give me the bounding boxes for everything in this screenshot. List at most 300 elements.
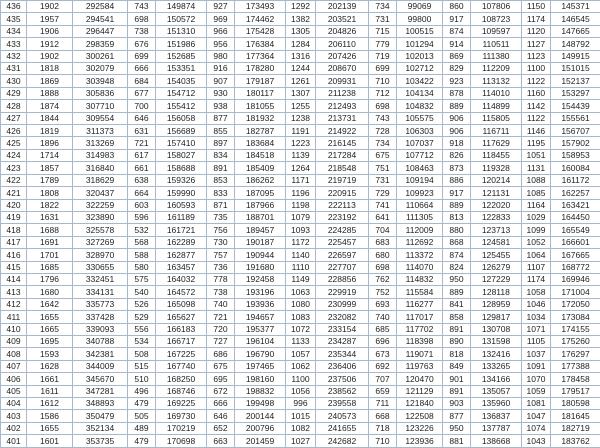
table-cell: 906 [443,112,471,124]
table-cell: 676 [128,38,156,50]
table-row [1,100,600,112]
table-cell: 334131 [73,286,128,298]
table-cell: 778 [207,273,235,285]
table-cell: 410 [1,323,27,335]
table-cell: 150572 [156,13,207,25]
table-cell: 901 [443,373,471,385]
table-cell: 710 [369,75,397,87]
table-cell: 182787 [235,125,286,137]
table-cell: 173084 [551,311,600,323]
table-cell: 196790 [235,348,286,360]
table-cell: 824 [443,261,471,273]
table-cell: 134166 [471,373,522,385]
table-cell: 153297 [551,87,600,99]
table-cell: 101294 [397,38,443,50]
table-cell: 1070 [522,373,551,385]
table-cell: 122508 [397,410,443,422]
table-cell: 596 [128,211,156,223]
table-cell: 575 [128,273,156,285]
table-cell: 352134 [73,422,128,434]
table-cell: 159326 [156,174,207,186]
table-cell: 112009 [397,224,443,236]
table-cell: 661 [128,162,156,174]
table-cell: 1284 [286,38,316,50]
table-cell: 128118 [471,286,522,298]
table-cell: 133265 [471,360,522,372]
table-cell: 1064 [522,249,551,261]
table-cell: 234287 [316,335,369,347]
table-cell: 225457 [316,236,369,248]
table-cell: 325578 [73,224,128,236]
table-cell: 177364 [235,50,286,62]
table-cell: 413 [1,286,27,298]
table-cell: 174462 [235,13,286,25]
table-row [1,87,600,99]
table-cell: 529 [128,311,156,323]
table-cell: 406 [1,373,27,385]
table-cell: 1146 [522,125,551,137]
table-cell: 227707 [316,261,369,273]
table-cell: 1150 [522,1,551,13]
table-cell: 239558 [316,398,369,410]
table-cell: 914 [443,38,471,50]
table-cell: 1080 [286,298,316,310]
table-cell: 187095 [235,187,286,199]
table-row [1,410,600,422]
table-cell: 1120 [522,25,551,37]
table-cell: 1172 [286,236,316,248]
table-cell: 167225 [156,348,207,360]
table-cell: 646 [207,410,235,422]
table-cell: 200144 [235,410,286,422]
table-cell: 897 [207,137,235,149]
table-cell: 1642 [27,298,73,310]
table-cell: 1305 [286,25,316,37]
table-row [1,174,600,186]
table-cell: 128959 [471,298,522,310]
table-cell: 157410 [156,137,207,149]
table-cell: 416 [1,249,27,261]
table-cell: 401 [1,435,27,448]
table-cell: 107806 [471,1,522,13]
table-row [1,360,600,372]
table-cell: 540 [128,286,156,298]
table-cell: 505 [128,410,156,422]
table-cell: 178280 [235,63,286,75]
table-cell: 307710 [73,100,128,112]
table-row [1,13,600,25]
table-cell: 123936 [397,435,443,448]
table-cell: 704 [369,224,397,236]
table-cell: 718 [369,422,397,434]
table-cell: 159990 [156,187,207,199]
table-row [1,125,600,137]
table-cell: 881 [443,435,471,448]
table-cell: 183762 [551,435,600,448]
table-row [1,149,600,161]
table-cell: 110511 [471,38,522,50]
table-cell: 135057 [471,385,522,397]
table-cell: 214922 [316,125,369,137]
table-cell: 849 [443,360,471,372]
table-cell: 198832 [235,385,286,397]
table-cell: 405 [1,385,27,397]
table-cell: 1107 [522,261,551,273]
table-cell: 871 [207,199,235,211]
table-cell: 337428 [73,311,128,323]
table-cell: 740 [207,298,235,310]
table-cell: 292584 [73,1,128,13]
table-cell: 700 [128,100,156,112]
table-cell: 339093 [73,323,128,335]
table-row [1,373,600,385]
table-cell: 693 [369,298,397,310]
table-cell: 303948 [73,75,128,87]
table-cell: 170219 [156,422,207,434]
table-cell: 131598 [471,335,522,347]
table-cell: 217284 [316,149,369,161]
table-cell: 1015 [286,410,316,422]
table-cell: 136837 [471,410,522,422]
table-cell: 309554 [73,112,128,124]
table-cell: 122020 [471,199,522,211]
table-cell: 1034 [522,311,551,323]
table-cell: 715 [369,25,397,37]
table-cell: 696 [369,335,397,347]
table-cell: 1133 [286,335,316,347]
table-cell: 869 [443,50,471,62]
table-cell: 121129 [397,385,443,397]
table-cell: 170698 [156,435,207,448]
table-cell: 698 [128,13,156,25]
table-cell: 1680 [27,286,73,298]
table-cell: 829 [443,63,471,75]
table-cell: 666 [128,63,156,75]
table-cell: 1902 [27,50,73,62]
table-cell: 641 [369,211,397,223]
table-row [1,162,600,174]
table-cell: 181932 [235,112,286,124]
table-cell: 1164 [522,199,551,211]
table-cell: 199498 [235,398,286,410]
table-cell: 1628 [27,360,73,372]
table-cell: 237506 [316,373,369,385]
table-cell: 1139 [286,149,316,161]
table-cell: 118398 [397,335,443,347]
table-cell: 187966 [235,199,286,211]
table-cell: 313269 [73,137,128,149]
table-cell: 1171 [286,174,316,186]
table-cell: 683 [369,236,397,248]
table-cell: 103422 [397,75,443,87]
table-cell: 163421 [551,199,600,211]
table-cell: 980 [207,50,235,62]
table-cell: 841 [443,298,471,310]
table-cell: 603 [128,199,156,211]
table-cell: 332451 [73,273,128,285]
table-cell: 403 [1,410,27,422]
table-cell: 132416 [471,348,522,360]
table-cell: 166717 [156,335,207,347]
table-cell: 161189 [156,211,207,223]
table-cell: 1665 [27,323,73,335]
table-cell: 166601 [551,236,600,248]
table-cell: 212493 [316,100,369,112]
table-cell: 178458 [551,373,600,385]
table-cell: 1131 [522,162,551,174]
table-cell: 169946 [551,273,600,285]
table-cell: 342381 [73,348,128,360]
table-cell: 617 [128,149,156,161]
table-cell: 229919 [316,286,369,298]
table-cell: 1100 [286,373,316,385]
table-cell: 145371 [551,1,600,13]
table-cell: 1142 [522,100,551,112]
table-cell: 173493 [235,1,286,13]
table-cell: 720 [207,323,235,335]
table-row [1,1,600,13]
table-cell: 738 [207,286,235,298]
table-cell: 111305 [397,211,443,223]
table-cell: 117017 [397,311,443,323]
table-cell: 756 [207,224,235,236]
table-cell: 353735 [73,435,128,448]
table-cell: 1612 [27,398,73,410]
table-cell: 1714 [27,149,73,161]
table-cell: 1079 [286,211,316,223]
table-cell: 1037 [522,348,551,360]
table-cell: 417 [1,236,27,248]
table-cell: 171004 [551,286,600,298]
table-cell: 588 [128,249,156,261]
table-cell: 734 [369,1,397,13]
table-row [1,137,600,149]
table-cell: 419 [1,211,27,223]
table-cell: 659 [369,385,397,397]
table-row [1,249,600,261]
table-cell: 164032 [156,273,207,285]
table-cell: 119071 [397,348,443,360]
table-cell: 107037 [397,137,443,149]
table-cell: 890 [443,335,471,347]
table-cell: 105575 [397,112,443,124]
table-cell: 300261 [73,50,128,62]
table-cell: 181055 [235,100,286,112]
table-cell: 1874 [27,100,73,112]
table-cell: 348893 [73,398,128,410]
table-cell: 826 [443,149,471,161]
table-cell: 174155 [551,323,600,335]
table-cell: 181645 [551,410,600,422]
table-cell: 834 [207,149,235,161]
table-cell: 402 [1,422,27,434]
table-cell: 515 [128,360,156,372]
table-cell: 728 [369,125,397,137]
table-cell: 433 [1,38,27,50]
table-cell: 1072 [286,323,316,335]
table-cell: 1292 [286,1,316,13]
table-cell: 740 [369,311,397,323]
table-cell: 903 [443,398,471,410]
table-cell: 1912 [27,38,73,50]
table-cell: 868 [443,236,471,248]
table-cell: 99069 [397,1,443,13]
table-cell: 966 [207,25,235,37]
table-cell: 172050 [551,298,600,310]
table-cell: 130708 [471,323,522,335]
table-cell: 318629 [73,174,128,186]
table-cell: 240573 [316,410,369,422]
table-cell: 195377 [235,323,286,335]
table-cell: 202139 [316,1,369,13]
table-cell: 1057 [286,348,316,360]
table-cell: 120214 [471,174,522,186]
table-cell: 1196 [286,187,316,199]
table-row [1,63,600,75]
table-cell: 1819 [27,125,73,137]
table-cell: 117702 [397,323,443,335]
table-cell: 1195 [522,137,551,149]
table-cell: 100515 [397,25,443,37]
table-cell: 347281 [73,385,128,397]
table-cell: 408 [1,348,27,360]
table-cell: 1122 [522,75,551,87]
table-cell: 956 [207,38,235,50]
table-cell: 112209 [471,63,522,75]
table-cell: 1058 [522,286,551,298]
table-cell: 123226 [397,422,443,434]
table-cell: 230999 [316,298,369,310]
table-cell: 107712 [397,149,443,161]
table-cell: 224285 [316,224,369,236]
table-cell: 180117 [235,87,286,99]
table-cell: 878 [443,87,471,99]
table-cell: 121131 [471,187,522,199]
table-row [1,112,600,124]
table-cell: 179187 [235,75,286,87]
table-cell: 422 [1,174,27,186]
table-cell: 1105 [522,335,551,347]
table-cell: 1100 [522,63,551,75]
table-cell: 1695 [27,335,73,347]
table-cell: 418 [1,224,27,236]
table-cell: 114899 [471,100,522,112]
table-cell: 158953 [551,149,600,161]
table-cell: 114010 [471,87,522,99]
table-cell: 917 [443,13,471,25]
table-cell: 698 [369,100,397,112]
table-cell: 135960 [471,398,522,410]
table-cell: 175260 [551,335,600,347]
table-cell: 1085 [522,187,551,199]
table-cell: 189457 [235,224,286,236]
table-cell: 327269 [73,236,128,248]
table-cell: 228856 [316,273,369,285]
table-cell: 1906 [27,25,73,37]
table-cell: 216145 [316,137,369,149]
table-cell: 344009 [73,360,128,372]
table-cell: 111380 [471,50,522,62]
table-cell: 161721 [156,224,207,236]
table-cell: 186262 [235,174,286,186]
table-cell: 698 [369,261,397,273]
table-cell: 323890 [73,211,128,223]
table-cell: 930 [207,87,235,99]
table-row [1,385,600,397]
table-cell: 113132 [471,75,522,87]
table-row [1,273,600,285]
table-cell: 104134 [397,87,443,99]
table-cell: 858 [443,311,471,323]
table-row [1,348,600,360]
table-cell: 110664 [397,199,443,211]
table-cell: 116711 [471,125,522,137]
table-cell: 203521 [316,13,369,25]
table-cell: 692 [369,360,397,372]
table-cell: 108723 [471,13,522,25]
table-row [1,224,600,236]
table-cell: 151986 [156,38,207,50]
table-cell: 236406 [316,360,369,372]
table-cell: 1382 [286,13,316,25]
table-cell: 233154 [316,323,369,335]
table-cell: 1223 [286,137,316,149]
table-cell: 1071 [522,323,551,335]
table-cell: 165627 [156,311,207,323]
table-cell: 672 [207,385,235,397]
table-cell: 314983 [73,149,128,161]
table-cell: 855 [207,125,235,137]
table-cell: 146545 [551,13,600,25]
table-cell: 137787 [471,422,522,434]
table-cell: 950 [443,422,471,434]
table-cell: 1255 [286,100,316,112]
table-cell: 102712 [397,63,443,75]
table-cell: 1191 [286,125,316,137]
table-cell: 762 [369,273,397,285]
table-row [1,435,600,448]
table-cell: 168250 [156,373,207,385]
table-cell: 423 [1,162,27,174]
table-cell: 124581 [471,236,522,248]
table-cell: 684 [128,75,156,87]
table-cell: 1052 [522,236,551,248]
table-cell: 176384 [235,38,286,50]
table-cell: 435 [1,13,27,25]
table-cell: 340788 [73,335,128,347]
table-cell: 1110 [286,261,316,273]
table-cell: 155412 [156,100,207,112]
table-cell: 1081 [522,398,551,410]
table-cell: 311373 [73,125,128,137]
table-cell: 114070 [397,261,443,273]
table-cell: 752 [369,286,397,298]
table-cell: 818 [443,348,471,360]
table-cell: 1062 [286,360,316,372]
table-cell: 183684 [235,137,286,149]
table-cell: 201459 [235,435,286,448]
table-cell: 108463 [397,162,443,174]
table-cell: 711 [369,398,397,410]
table-cell: 152685 [156,50,207,62]
table-cell: 1083 [286,311,316,323]
table-cell: 1099 [522,224,551,236]
table-cell: 1059 [522,385,551,397]
table-cell: 743 [128,1,156,13]
table-cell: 119328 [471,162,522,174]
table-cell: 677 [128,87,156,99]
table-cell: 328970 [73,249,128,261]
